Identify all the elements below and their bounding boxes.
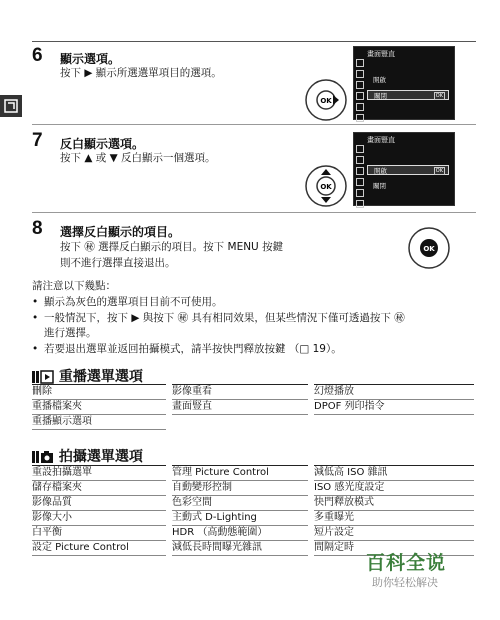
screen-2-option-on <box>367 165 449 175</box>
menu-option-item: 影像品質 <box>32 497 72 508</box>
menu-option-item: 儲存檔案夾 <box>32 482 82 493</box>
note-bullet-2 <box>32 311 472 341</box>
cell-rule <box>172 555 308 556</box>
menu-option-item: 多重曝光 <box>314 512 354 523</box>
step-8-number: 8 <box>32 218 43 239</box>
shooting-section-title <box>32 446 143 466</box>
playback-menu-icon <box>32 370 54 384</box>
step-rule-2 <box>32 212 476 213</box>
menu-option-item: 白平衡 <box>32 527 62 538</box>
cell-rule <box>32 384 166 385</box>
screen-2-header: 畫面豎直 <box>367 136 395 144</box>
screen-1-option-off <box>367 90 449 100</box>
menu-option-item: 影像重看 <box>172 386 212 397</box>
note-bullet-2-text: 一般情況下，按下 ▶ 與按下 ㊙ 具有相同效果，但某些情況下僅可透過按下 ㊙ <box>44 312 405 324</box>
screen-1-menu-icons <box>356 59 364 125</box>
note-bullet-3 <box>32 342 472 357</box>
menu-option-item: 自動變形控制 <box>172 482 232 493</box>
cell-rule <box>172 414 308 415</box>
svg-text:OK: OK <box>423 245 435 253</box>
camera-screen-2 <box>353 132 455 206</box>
menu-option-item: ISO 感光度設定 <box>314 482 385 493</box>
shooting-menu-icon <box>32 450 54 464</box>
menu-option-item: 管理 Picture Control <box>172 467 269 478</box>
note-bullet-2-continued: 進行選擇。 <box>44 327 97 339</box>
menu-option-item: HDR （高動態範圍） <box>172 527 268 538</box>
menu-option-item: 影像大小 <box>32 512 72 523</box>
step-8-text-line-1: 按下 ㊙ 選擇反白顯示的項目。按下 MENU 按鍵 <box>60 241 284 253</box>
step-7-text: 按下 ▲ 或 ▼ 反白顯示一個選項。 <box>60 152 216 164</box>
step-8-text-line-2: 則不進行選擇直接退出。 <box>60 257 176 269</box>
bullet-dot: • <box>32 296 39 308</box>
watermark-title: 百科全说 <box>366 552 447 574</box>
menu-option-item: 減低高 ISO 雜訊 <box>314 467 388 478</box>
menu-option-item: DPOF 列印指令 <box>314 401 385 412</box>
menu-option-item: 重設拍攝選單 <box>32 467 92 478</box>
ok-badge: OK <box>435 93 443 99</box>
multi-selector-ok-icon <box>407 226 451 270</box>
menu-option-item: 短片設定 <box>314 527 354 538</box>
watermark-subtitle: 助你轻松解决 <box>372 576 438 589</box>
step-rule-1 <box>32 124 476 125</box>
menu-option-item: 間隔定時 <box>314 542 354 553</box>
chapter-tab-icon <box>0 95 22 117</box>
svg-text:OK: OK <box>320 183 332 191</box>
screen-1-option-off-label: 關閉 <box>374 92 387 100</box>
cell-rule <box>32 429 166 430</box>
step-7-number: 7 <box>32 130 43 151</box>
menu-option-item: 刪除 <box>32 386 52 397</box>
step-8-title: 選擇反白顯示的項目。 <box>60 225 181 239</box>
note-bullet-1 <box>32 295 472 310</box>
note-bullet-3-text: 若要退出選單並返回拍攝模式，請半按快門釋放按鍵 （□ 19）。 <box>44 343 342 355</box>
screen-2-option-off: 關閉 <box>373 182 386 190</box>
camera-screen-1 <box>353 46 455 120</box>
menu-option-item: 重播顯示選項 <box>32 416 92 427</box>
menu-option-item: 重播檔案夾 <box>32 401 82 412</box>
shooting-section-title-text: 拍攝選單選項 <box>58 449 143 465</box>
menu-option-item: 設定 Picture Control <box>32 542 129 553</box>
playback-section-title-text: 重播選單選項 <box>58 369 143 385</box>
screen-2-menu-icons <box>356 145 364 211</box>
menu-option-item: 快門釋放模式 <box>314 497 374 508</box>
svg-text:OK: OK <box>320 97 332 105</box>
screen-1-option-on: 開啟 <box>373 76 386 84</box>
screen-1-header: 畫面豎直 <box>367 50 395 58</box>
bullet-dot: • <box>32 312 39 324</box>
step-6-text: 按下 ▶ 顯示所選選單項目的選項。 <box>60 67 222 79</box>
step-6-number: 6 <box>32 45 43 66</box>
menu-option-item: 畫面豎直 <box>172 401 212 412</box>
menu-option-item: 幻燈播放 <box>314 386 354 397</box>
cell-rule <box>314 414 474 415</box>
ok-badge: OK <box>435 168 443 174</box>
playback-section-title <box>32 366 143 386</box>
screen-2-option-on-label: 開啟 <box>374 167 387 175</box>
cell-rule <box>32 555 166 556</box>
top-rule <box>32 41 476 42</box>
multi-selector-up-down-icon <box>304 164 348 208</box>
notes-intro: 請注意以下幾點： <box>32 280 116 292</box>
menu-option-item: 色彩空間 <box>172 497 212 508</box>
step-7-title: 反白顯示選項。 <box>60 137 145 151</box>
step-6-title: 顯示選項。 <box>60 52 121 66</box>
note-bullet-1-text: 顯示為灰色的選單項目目前不可使用。 <box>44 296 223 308</box>
menu-option-item: 減低長時間曝光雜訊 <box>172 542 262 553</box>
multi-selector-right-icon <box>304 78 348 122</box>
bullet-dot: • <box>32 343 39 355</box>
menu-option-item: 主動式 D-Lighting <box>172 512 257 523</box>
